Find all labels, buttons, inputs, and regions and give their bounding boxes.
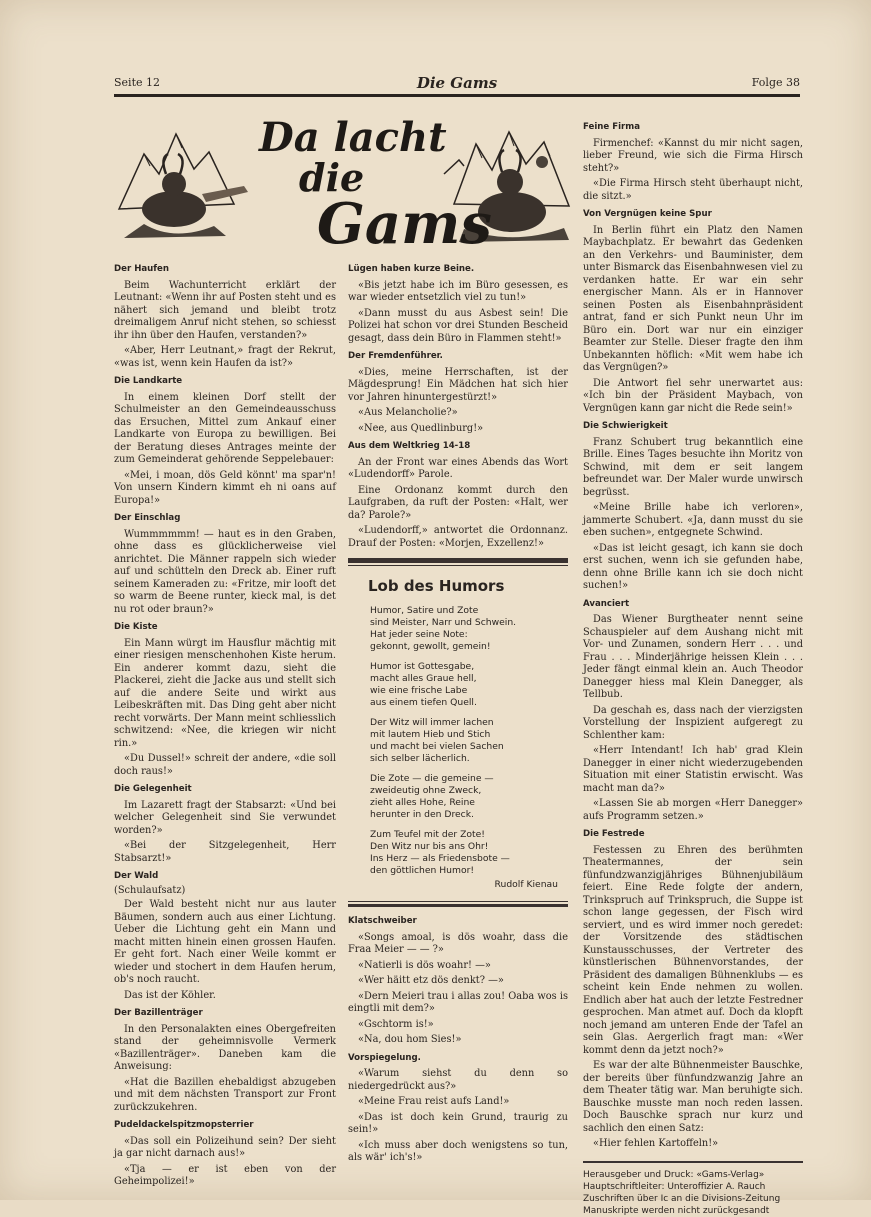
article bbox=[114, 783, 336, 865]
article-paragraph: «Ludendorff,» antwortet die Ordonnanz. Drauf der Posten: «Morjen, Exzellenz!» bbox=[348, 525, 568, 549]
article bbox=[583, 828, 803, 1151]
article-paragraph: Es war der alte Bühnenmeister Bauschke, der bereits über fünfundzwanzig Jahre an dem Theater tätig war. Man beruhigte sich. Bauschke musste man noch reden lassen. Doch Bauschke sprach nur kurz und sachlich den einen Satz: bbox=[583, 1060, 803, 1134]
banner-title bbox=[259, 114, 492, 257]
article bbox=[348, 350, 568, 435]
article-title: Pudeldackelspitzmopsterrier bbox=[114, 1120, 254, 1130]
article-paragraph: «Tja — er ist eben von der Geheimpolizei!» bbox=[114, 1163, 336, 1187]
poem-line: zweideutig ohne Zweck, bbox=[370, 784, 482, 796]
article-title: Die Kiste bbox=[114, 622, 158, 632]
article-paragraph: Festessen zu Ehren des berühmten Theatermannes, der sein fünfundzwanzigjähriges Bühnenjubiläum feiert. Eine Rede folgte der andern, Trinkspruch auf Trinkspruch, die Suppe ist schon lange gegessen, der Fisch wird serviert, und es wird immer noch geredet: der Vorsitzende des städtischen Kunstausschusses, der Vertreter des künstlerischen Bühnenvorstandes, der Präsident des damaligen Bühnenklubs — es scheint kein Ende nehmen zu wollen. Endlich aber hat auch der letzte Festredner gesprochen. Man atmet auf. Doch da klopft noch jemand am unteren Ende der Tafel an sein Glas. Aergerlich fragt man: «Wer kommt denn da jetzt noch?» bbox=[583, 844, 803, 1056]
article-paragraph: Eine Ordonanz kommt durch den Laufgraben, da ruft der Posten: «Halt, wer da? Parole?» bbox=[348, 484, 568, 521]
poem-line: Ins Herz — als Friedensbote — bbox=[370, 852, 510, 864]
article-paragraph: «Dies, meine Herrschaften, ist der Mägdesprung! Ein Mädchen hat sich hier vor Jahren hinuntergestürzt!» bbox=[348, 366, 568, 403]
poem-line: herunter in den Dreck. bbox=[370, 808, 474, 820]
imprint-publisher: Herausgeber und Druck: «Gams-Verlag» bbox=[583, 1169, 765, 1180]
article-paragraph: In Berlin führt ein Platz den Namen Maybachplatz. Er bewahrt das Gedenken an den Verkehrs- und Bauminister, dem unter Bismarck das Eisenbahnwesen viel zu verdanken hatte. Er war ein sehr energischer Mann. Als er in Hannover seinen Posten als Eisenbahnpräsident antrat, fand er sich Punkt neun Uhr im Büro ein. Dort war nur ein einziger Beamter zur Stelle. Dieser fragte den ihm Unbekannten höflich: «Mit wem habe ich das Vergnügen?» bbox=[583, 224, 803, 373]
article bbox=[348, 263, 568, 345]
poem-line: wie eine frische Labe bbox=[370, 684, 468, 696]
poem-rule-bottom-thin bbox=[348, 901, 568, 902]
column-left bbox=[114, 258, 336, 1192]
article-paragraph: In einem kleinen Dorf stellt der Schulmeister an den Gemeindeausschuss das Ersuchen, Mittel zum Ankauf einer Landkarte von Europa zu bewilligen. Bei der Beratung dieses Antrages meinte der zum Gemeinderat gehörende Seppelebauer: bbox=[114, 391, 336, 465]
banner-line-3: Gams bbox=[317, 191, 492, 257]
article-title: Lügen haben kurze Beine. bbox=[348, 264, 475, 274]
banner-line-2: die bbox=[299, 155, 365, 200]
article bbox=[583, 121, 803, 203]
article-paragraph: «Warum siehst du denn so niedergedrückt aus?» bbox=[348, 1068, 568, 1092]
article-paragraph: Das ist der Köhler. bbox=[124, 989, 216, 1001]
article-title: Der Fremdenführer. bbox=[348, 351, 443, 361]
article-paragraph: «Du Dussel!» schreit der andere, «die soll doch raus!» bbox=[114, 753, 336, 777]
article-paragraph: «Das ist leicht gesagt, ich kann sie doch erst suchen, wenn ich sie gefunden habe, denn ohne Brille kann ich sie doch nicht suchen!» bbox=[583, 542, 803, 591]
poem-body bbox=[348, 605, 568, 877]
article bbox=[348, 1052, 568, 1165]
article-title: Die Festrede bbox=[583, 829, 645, 839]
article-title: Feine Firma bbox=[583, 122, 641, 132]
article-title: Die Landkarte bbox=[114, 376, 183, 386]
article bbox=[114, 1007, 336, 1114]
article-paragraph: Das Wiener Burgtheater nennt seine Schauspieler auf dem Aushang nicht mit Vor- und Zunamen, sondern Herr . . . und Frau . . . Minderjährige heissen Klein . . . Jeder fängt einmal klein an. Auch Theodor Danegger hiess mal Klein Danegger, als Tellbub. bbox=[583, 614, 803, 700]
poem-line: sich selber lächerlich. bbox=[370, 752, 470, 764]
column-middle bbox=[348, 258, 568, 1168]
article-paragraph: Franz Schubert trug bekanntlich eine Brille. Eines Tages besuchte ihn Moritz von Schwind, mit dem er seit langem befreundet war. Der Maler wurde unwirsch begrüsst. bbox=[583, 436, 803, 498]
article-paragraph: Der Wald besteht nicht nur aus lauter Bäumen, sondern auch aus einer Lichtung. Ueber die Lichtung geht ein Mann und macht mitten hinein einen grossen Haufen. Er geht fort. Nach einer Weile kommt er wieder und stochert in dem Haufen herum, ob's noch raucht. bbox=[114, 899, 336, 985]
article-paragraph: «Das soll ein Polizeihund sein? Der sieht ja gar nicht darnach aus!» bbox=[114, 1135, 336, 1159]
article-paragraph: «Ich muss aber doch wenigstens so tun, als wär' ich's!» bbox=[348, 1139, 568, 1163]
article-paragraph: An der Front war eines Abends das Wort «Ludendorff» Parole. bbox=[348, 456, 568, 480]
article-paragraph: «Songs amoal, is dös woahr, dass die Fraa Meier — — ?» bbox=[348, 931, 568, 955]
article-paragraph: «Mei, i moan, dös Geld könnt' ma spar'n! Von unsern Kindern kimmt eh ni oans auf Europa!» bbox=[114, 469, 336, 506]
page-number: Seite 12 bbox=[114, 76, 160, 89]
article bbox=[114, 621, 336, 778]
article bbox=[583, 208, 803, 415]
issue-number: Folge 38 bbox=[751, 76, 800, 89]
article bbox=[114, 375, 336, 507]
article-paragraph: «Aber, Herr Leutnant,» fragt der Rekrut, «was ist, wenn kein Haufen da ist?» bbox=[114, 345, 336, 369]
poem-stanza bbox=[370, 717, 568, 765]
column-right bbox=[583, 116, 803, 1217]
poem-line: Die Zote — die gemeine — bbox=[370, 772, 494, 784]
article-paragraph: «Dern Meieri trau i allas zou! Oaba wos is eingtli mit dem?» bbox=[348, 990, 568, 1014]
article-paragraph: «Herr Intendant! Ich hab' grad Klein Danegger in einer nicht wiederzugebenden Situation mit einer Statistin erwischt. Was macht man da?» bbox=[583, 745, 803, 794]
poem-line: Humor ist Gottesgabe, bbox=[370, 660, 475, 672]
article-paragraph: «Gschtorm is!» bbox=[358, 1018, 434, 1030]
article-paragraph: Die Antwort fiel sehr unerwartet aus: «Ich bin der Präsident Maybach, von Vergnügen kann gar nicht die Rede sein!» bbox=[583, 377, 803, 414]
imprint-manuscripts: Manuskripte werden nicht zurückgesandt bbox=[583, 1205, 770, 1216]
article-paragraph: Im Lazarett fragt der Stabsarzt: «Und bei welcher Gelegenheit sind Sie verwundet worden?» bbox=[114, 799, 336, 836]
article-title: Klatschweiber bbox=[348, 916, 417, 926]
article-paragraph: «Meine Frau reist aufs Land!» bbox=[358, 1096, 510, 1107]
paper-title: Die Gams bbox=[416, 74, 498, 92]
poem-line: Humor, Satire und Zote bbox=[370, 604, 479, 616]
article-paragraph: «Hier fehlen Kartoffeln!» bbox=[593, 1138, 719, 1149]
poem-rule-bottom bbox=[348, 904, 568, 907]
article-title: Die Schwierigkeit bbox=[583, 421, 668, 431]
poem-rule-top bbox=[348, 558, 568, 563]
article-title: Avanciert bbox=[583, 598, 630, 609]
article-title: Der Einschlag bbox=[114, 513, 181, 523]
page-header bbox=[114, 74, 800, 92]
article bbox=[114, 1119, 336, 1189]
poem-line: macht alles Graue hell, bbox=[370, 672, 477, 684]
poem-stanza bbox=[370, 661, 568, 709]
article-paragraph: Firmenchef: «Kannst du mir nicht sagen, lieber Freund, wie sich die Firma Hirsch steht?» bbox=[583, 137, 803, 174]
article-paragraph: «Dann musst du aus Asbest sein! Die Polizei hat schon vor drei Stunden Bescheid gesagt, dass dein Büro in Flammen steht!» bbox=[348, 307, 568, 344]
poem-author: Rudolf Kienau bbox=[494, 878, 558, 890]
poem-line: Hat jeder seine Note: bbox=[370, 628, 468, 640]
imprint bbox=[583, 1169, 803, 1217]
article-paragraph: «Bis jetzt habe ich im Büro gesessen, es war wieder entsetzlich viel zu tun!» bbox=[348, 279, 568, 303]
article bbox=[114, 870, 336, 1002]
article bbox=[114, 263, 336, 370]
section-banner bbox=[114, 114, 574, 257]
imprint-rule bbox=[583, 1161, 803, 1163]
poem-line: zieht alles Hohe, Reine bbox=[370, 796, 475, 808]
poem-line: gekonnt, gewollt, gemein! bbox=[370, 640, 491, 652]
poem-line: Den Witz nur bis ans Ohr! bbox=[370, 840, 489, 852]
article-paragraph: «Meine Brille habe ich verloren», jammerte Schubert. «Ja, dann musst du sie eben suchen», entgegnete Schwind. bbox=[583, 502, 803, 538]
poem-stanza bbox=[370, 829, 568, 877]
poem-stanza bbox=[370, 773, 568, 821]
article-paragraph: «Aus Melancholie?» bbox=[358, 407, 458, 418]
imprint-address: Zuschriften über Ic an die Divisions-Zeitung bbox=[583, 1193, 781, 1204]
poem-line: und macht bei vielen Sachen bbox=[370, 740, 504, 752]
article-paragraph: Ein Mann würgt im Hausflur mächtig mit einer riesigen menschenhohen Kiste herum. Ein anderer kommt dazu, sieht die Plackerei, zieht die Jacke aus und stellt sich auf die andere Seite und wirkt aus Leibeskräften mit. Das Ding geht aber nicht recht vorwärts. Der Mann meint schliesslich schwitzend: «Nee, die kriegen wir nicht rin.» bbox=[114, 637, 336, 749]
article bbox=[583, 598, 803, 824]
article-title: Der Wald bbox=[114, 871, 159, 881]
article-paragraph: Beim Wachunterricht erklärt der Leutnant: «Wenn ihr auf Posten steht und es nähert sich jemand und bleibt trotz dreimaligem Anruf nicht stehen, so schiesst ihr ihn über den Haufen, verstanden?» bbox=[114, 279, 336, 341]
article-paragraph: «Hat die Bazillen ehebaldigst abzugeben und mit dem nächsten Transport zur Front zurückzukehren. bbox=[114, 1076, 336, 1113]
article-paragraph: Wummmmmm! — haut es in den Graben, ohne dass es glücklicherweise viel anrichtet. Die Männer rappeln sich wieder auf und schütteln den Dreck ab. Einer ruft seinem Kameraden zu: «Fritze, mir looft det so warm de Beene runter, kieck mal, is det nu rot oder braun?» bbox=[114, 528, 336, 615]
article-paragraph: «Bei der Sitzgelegenheit, Herr Stabsarzt!» bbox=[114, 840, 336, 864]
poem-line: mit lautem Hieb und Stich bbox=[370, 728, 491, 740]
poem-title: Lob des Humors bbox=[368, 577, 505, 595]
article-paragraph: «Die Firma Hirsch steht überhaupt nicht, die sitzt.» bbox=[583, 178, 803, 202]
article-paragraph: «Nee, aus Quedlinburg!» bbox=[358, 422, 484, 434]
article-title: Der Bazillenträger bbox=[114, 1008, 203, 1018]
poem-line: sind Meister, Narr und Schwein. bbox=[370, 616, 517, 628]
header-rule bbox=[114, 94, 800, 97]
article-title: Vorspiegelung. bbox=[348, 1052, 421, 1063]
article-paragraph: «Wer häitt etz dös denkt? —» bbox=[358, 975, 504, 986]
poem-line: aus einem tiefen Quell. bbox=[370, 696, 477, 708]
poem-line: den göttlichen Humor! bbox=[370, 864, 475, 876]
article bbox=[583, 420, 803, 593]
banner-line-1: Da lacht bbox=[259, 114, 447, 161]
article-paragraph: Da geschah es, dass nach der vierzigsten Vorstellung der Inspizient aufgeregt zu Schlenther kam: bbox=[583, 704, 803, 741]
poem-rule-top-thin bbox=[348, 565, 568, 566]
article-title: Die Gelegenheit bbox=[114, 784, 192, 794]
article bbox=[348, 915, 568, 1047]
article-title: Der Haufen bbox=[114, 264, 169, 274]
article bbox=[348, 440, 568, 550]
article-title: Von Vergnügen keine Spur bbox=[583, 209, 712, 219]
article-subtitle: (Schulaufsatz) bbox=[114, 884, 186, 896]
article-title: Aus dem Weltkrieg 14-18 bbox=[348, 441, 471, 451]
article-paragraph: «Lassen Sie ab morgen «Herr Danegger» aufs Programm setzen.» bbox=[583, 798, 803, 822]
article bbox=[114, 512, 336, 616]
poem-line: Zum Teufel mit der Zote! bbox=[370, 828, 485, 840]
article-paragraph: «Natierli is dös woahr! —» bbox=[358, 959, 491, 971]
article-paragraph: «Das ist doch kein Grund, traurig zu sein!» bbox=[348, 1111, 568, 1135]
article-paragraph: In den Personalakten eines Obergefreiten stand der geheimnisvolle Vermerk «Bazillenträger». Daneben kam die Anweisung: bbox=[114, 1023, 336, 1072]
poem-line: Der Witz will immer lachen bbox=[370, 716, 494, 728]
poem-stanza bbox=[370, 605, 568, 653]
article-paragraph: «Na, dou hom Sies!» bbox=[358, 1034, 462, 1045]
imprint-editor: Hauptschriftleiter: Unteroffizier A. Rauch bbox=[583, 1181, 766, 1192]
